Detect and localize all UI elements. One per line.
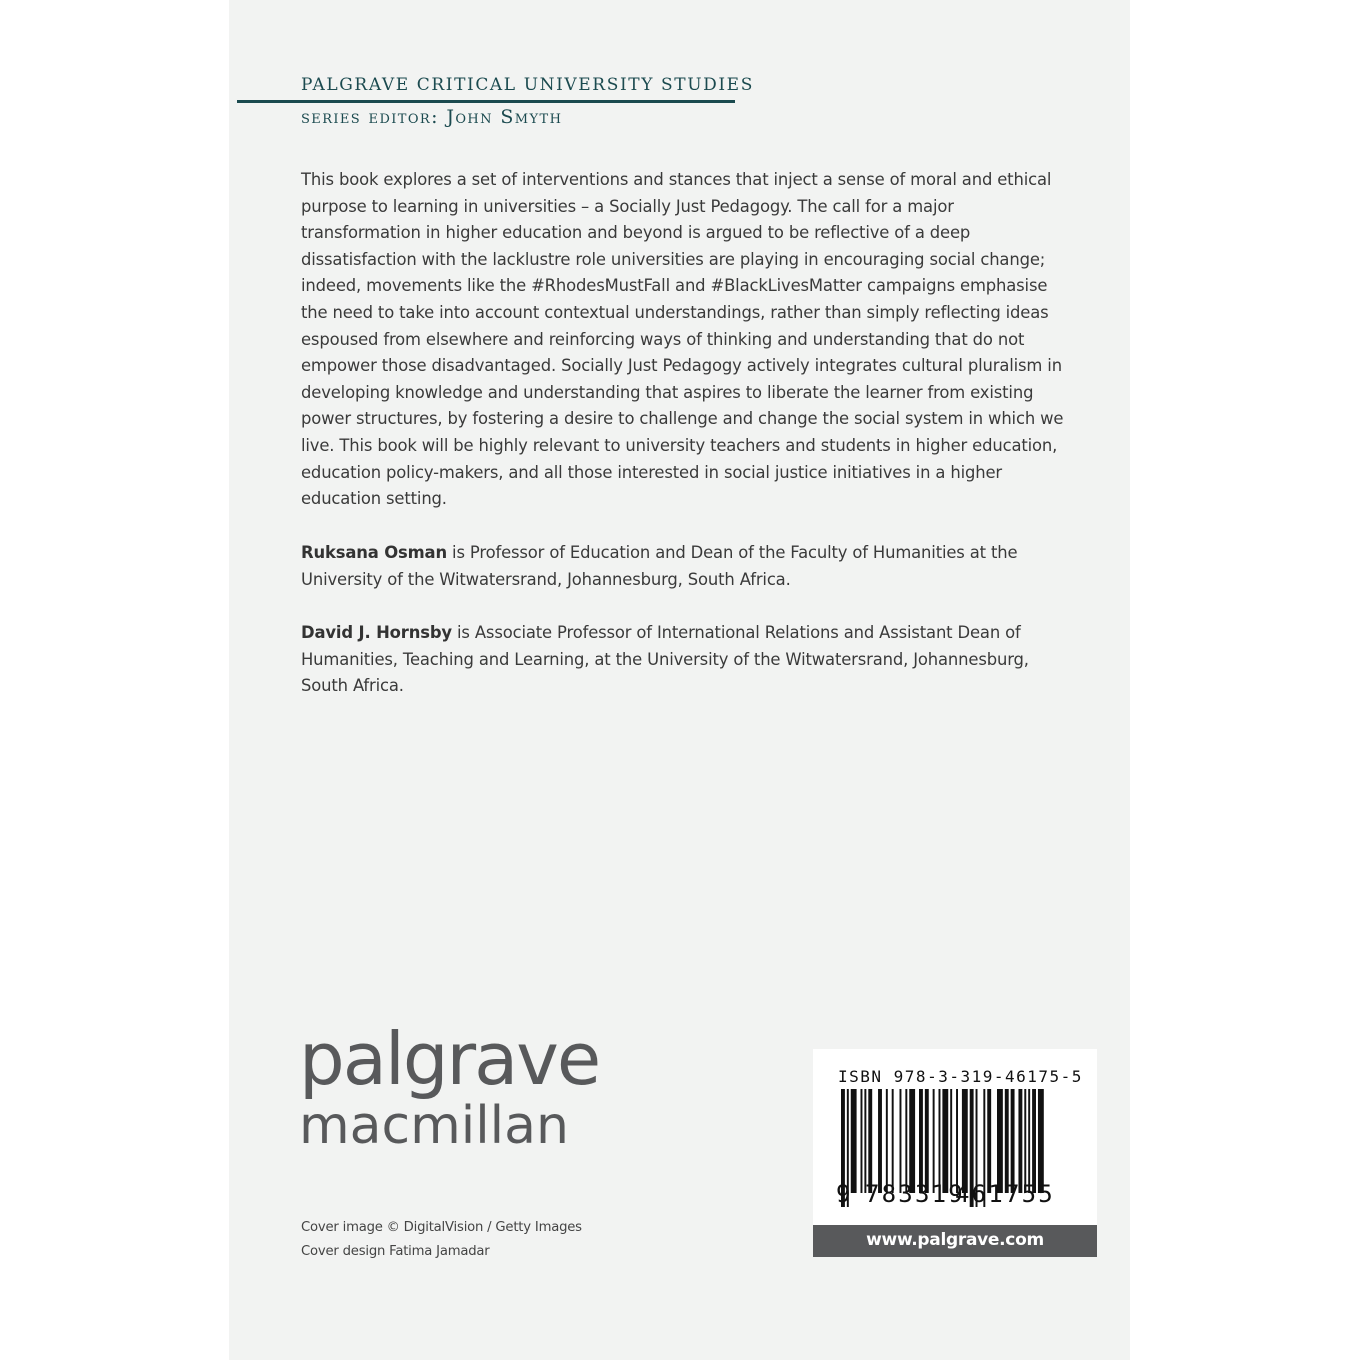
barcode-bar: [933, 1089, 935, 1193]
book-description: This book explores a set of interventions and stances that inject a sense of moral and ethical purpose to learning in universities – a Socially Just Pedagogy. The call for a major transformation in higher education and beyond is argued to be reflective of a deep dissatisfaction with the lacklustre role universities are playing in encouraging social change; indeed, movements like the #RhodesMustFall and #BlackLivesMatter campaigns emphasise the need to take into account contextual understandings, rather than simply reflecting ideas espoused from elsewhere and reinforcing ways of thinking and understanding that do not empower those disadvantaged. Socially Just Pedagogy actively integrates cultural pluralism in developing knowledge and understanding that aspires to liberate the learner from existing power structures, by fostering a desire to challenge and change the social system in which we live. This book will be highly relevant to university teachers and students in higher education, education policy-makers, and all those interested in social justice initiatives in a higher education setting.: [301, 170, 1064, 509]
barcode-bar: [987, 1089, 991, 1193]
author-name: Ruksana Osman: [301, 543, 447, 562]
barcode-panel: [813, 1049, 1097, 1225]
author-name: David J. Hornsby: [301, 623, 452, 642]
publisher-logo: [299, 1017, 600, 1156]
barcode-bar: [925, 1089, 929, 1193]
barcode-bar: [868, 1089, 872, 1193]
barcode-bar: [1018, 1089, 1022, 1193]
logo-palgrave: palgrave: [299, 1017, 600, 1101]
barcode-bar: [956, 1089, 958, 1193]
series-editor: series editor: John Smyth: [301, 106, 563, 128]
logo-macmillan: macmillan: [299, 1096, 569, 1156]
author-bio-hornsby: [301, 620, 1061, 700]
barcode-bar: [997, 1089, 1003, 1193]
cover-design-credit: Cover design Fatima Jamadar: [301, 1244, 490, 1259]
barcode-bar: [878, 1089, 882, 1193]
barcode-bar: [909, 1089, 915, 1193]
barcode-bar: [1024, 1089, 1026, 1193]
barcode-bar: [1028, 1089, 1030, 1193]
publisher-url[interactable]: www.palgrave.com: [813, 1225, 1097, 1257]
series-name: PALGRAVE CRITICAL UNIVERSITY STUDIES: [301, 75, 754, 95]
barcode-bar: [1038, 1089, 1044, 1193]
author-bio-osman: [301, 540, 1061, 593]
barcode-bar: [905, 1089, 907, 1193]
author-bio-text: is Associate Professor of International Relations and Assistant Dean of Humanities, Teaching and Learning, at the University of the Witwatersrand, Johannesburg, South Africa.: [301, 623, 1029, 696]
author-bio-text: is Professor of Education and Dean of the Faculty of Humanities at the University of the Witwatersrand, Johannesburg, South Africa.: [301, 543, 1018, 589]
barcode-digits-left: 783319: [865, 1180, 965, 1208]
series-divider: [237, 100, 735, 103]
barcode-digit-first: 9: [836, 1180, 851, 1208]
barcode-digits-right: 461755: [955, 1180, 1055, 1208]
barcode-bar: [886, 1089, 888, 1193]
cover-image-credit: Cover image © DigitalVision / Getty Images: [301, 1220, 582, 1235]
barcode-bar: [950, 1089, 952, 1193]
barcode-bar: [942, 1089, 948, 1193]
isbn-label: ISBN 978-3-319-46175-5: [838, 1067, 1083, 1086]
barcode-bar: [962, 1089, 968, 1193]
cover-credits: [301, 1216, 582, 1264]
barcode-bar: [892, 1089, 894, 1193]
barcode-bar: [919, 1089, 923, 1193]
barcode-bar: [939, 1089, 941, 1193]
barcode-bar: [1005, 1089, 1009, 1193]
barcode-bar: [1011, 1089, 1015, 1193]
barcode-bar: [861, 1089, 863, 1193]
barcode-bar: [864, 1089, 866, 1193]
back-cover: [229, 0, 1130, 1360]
barcode-bar: [900, 1089, 902, 1193]
barcode-bar: [1032, 1089, 1036, 1193]
barcode-bar: [851, 1089, 857, 1193]
